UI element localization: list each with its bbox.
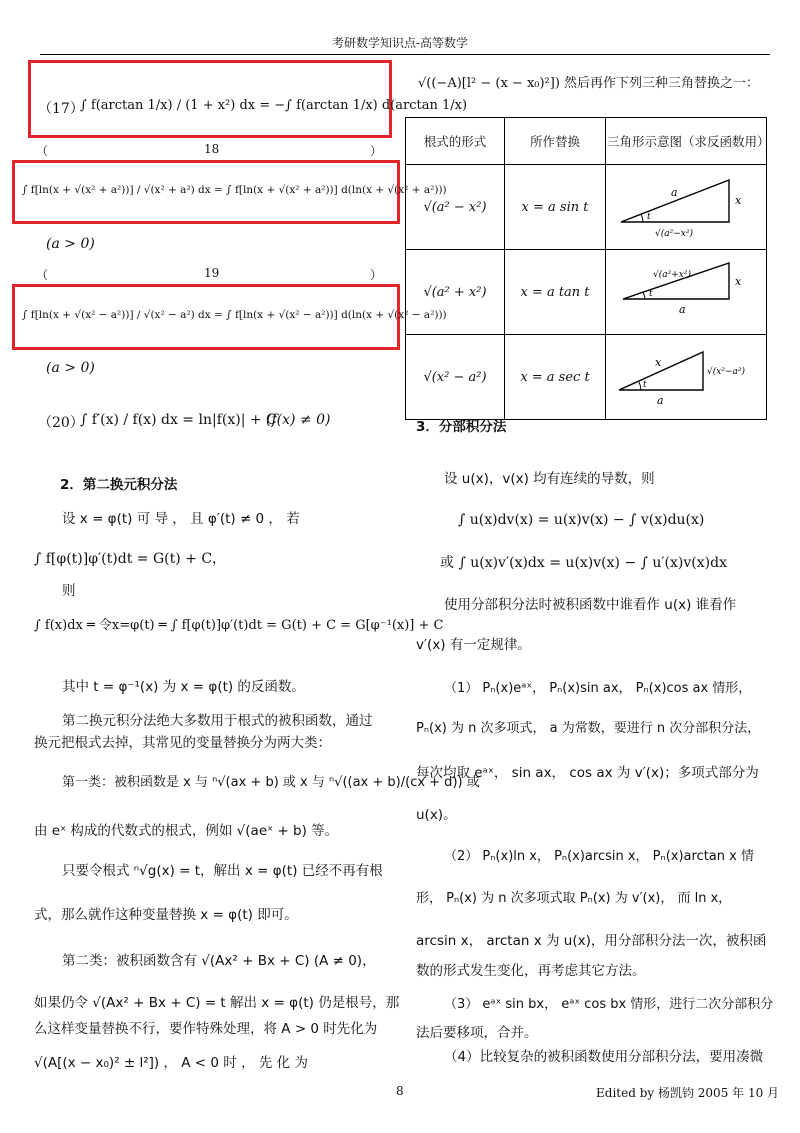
formula-18-number: 18: [204, 142, 220, 156]
sec3-line-q8: （4）比较复杂的被积函数使用分部积分法，要用凑微: [444, 1049, 764, 1065]
sec2-para5-line2: 式，那么就作这种变量替换 x = φ(t) 即可。: [34, 907, 298, 923]
formula-19-condition: (a > 0): [46, 360, 95, 376]
sec3-formula-q2: ∫ u(x)dv(x) = u(x)v(x) − ∫ v(x)du(x): [458, 512, 705, 528]
trig-substitution-table: [405, 117, 770, 420]
sec3-line-q5c: 每次均取 eᵃˣ， sin ax， cos ax 为 v′(x)；多项式部分为: [416, 765, 759, 781]
sec2-para2: 其中 t = φ⁻¹(x) 为 x = φ(t) 的反函数。: [62, 679, 305, 695]
right-top-line: √((−A)[l² − (x − x₀)²]) 然后再作下列三种三角替换之一：: [418, 76, 760, 91]
formula-17: ∫ f(arctan 1/x) / (1 + x²) dx = −∫ f(arctan 1/x) d(arctan 1/x): [80, 98, 468, 113]
triangle-sec-icon: [611, 340, 761, 410]
sec2-para1-line1: 设 x = φ(t) 可 导 ， 且 φ′(t) ≠ 0 ， 若: [62, 511, 300, 527]
sec2-para6: 第二类：被积函数含有 √(Ax² + Bx + C) (A ≠ 0)，: [62, 953, 376, 969]
sec3-line-q7a: （3） eᵃˣ sin bx， eᵃˣ cos bx 情形，进行二次分部积分: [444, 997, 774, 1012]
formula-19-number: 19: [204, 266, 220, 280]
triangle-diagram: [606, 335, 767, 420]
sec3-line-q6d: 数的形式发生变化，再考虑其它方法。: [416, 963, 646, 979]
label-hyp: x: [655, 356, 662, 369]
sec3-line-q1: 设 u(x)，v(x) 均有连续的导数，则: [444, 471, 655, 487]
label-adj: √(a²−x²): [655, 229, 693, 239]
footer-edited-by: Edited by 杨凯钧 2005 年 10 月: [596, 1086, 780, 1100]
label-opp: x: [735, 275, 742, 288]
sec2-para3-line2: 换元把根式去掉，其常见的变量替换分为两大类：: [34, 735, 331, 751]
radical-form: √(a² + x²): [406, 250, 505, 335]
formula-18-close: ）: [370, 144, 383, 158]
table-header-sub: 所作替换: [505, 118, 606, 165]
sec3-line-q7b: 法后要移项，合并。: [416, 1025, 538, 1041]
formula-18-condition: (a > 0): [46, 236, 95, 252]
sec3-line-q5a: （1） Pₙ(x)eᵃˣ， Pₙ(x)sin ax， Pₙ(x)cos ax 情形，: [444, 681, 752, 696]
formula-19-open: （: [36, 268, 49, 282]
label-adj: a: [679, 303, 686, 316]
sec2-para7-line2: 么这样变量替换不行，要作特殊处理，将 A > 0 时先化为: [34, 1021, 378, 1037]
sec3-formula-q3: 或 ∫ u(x)v′(x)dx = u(x)v(x) − ∫ u′(x)v(x)dx: [440, 555, 727, 571]
label-angle: t: [649, 289, 653, 299]
sec3-line-q5b: Pₙ(x) 为 n 次多项式， a 为常数，要进行 n 次分部积分法，: [416, 721, 761, 736]
sec2-para1-line2: ∫ f[φ(t)]φ′(t)dt = G(t) + C，: [34, 551, 227, 567]
substitution: x = a sin t: [505, 165, 606, 250]
label-hyp: a: [671, 186, 678, 199]
triangle-sin-icon: [611, 170, 761, 240]
sec3-line-q5d: u(x)。: [416, 807, 457, 823]
sec2-para5-line1: 只要令根式 ⁿ√g(x) = t，解出 x = φ(t) 已经不再有根: [62, 863, 383, 879]
sec2-para4-line2: 由 eˣ 构成的代数式的根式，例如 √(aeˣ + b) 等。: [34, 823, 339, 839]
sec2-para3-line1: 第二换元积分法绝大多数用于根式的被积函数，通过: [62, 713, 373, 729]
header-rule: [40, 54, 770, 55]
triangle-tan-icon: [611, 255, 761, 325]
table-row: [406, 335, 767, 420]
table-row: [406, 250, 767, 335]
sec2-para7-line1: 如果仍令 √(Ax² + Bx + C) = t 解出 x = φ(t) 仍是根号，那: [34, 995, 400, 1011]
page-number: 8: [396, 1084, 404, 1098]
substitution: x = a tan t: [505, 250, 606, 335]
sec2-para1-line4: ∫ f(x)dx ═ 令x=φ(t) ═ ∫ f[φ(t)]φ′(t)dt = G(t) + C = G[φ⁻¹(x)] + C: [34, 618, 444, 633]
label-opp: √(x²−a²): [707, 367, 745, 377]
sec3-line-q4b: v′(x) 有一定规律。: [416, 637, 531, 653]
formula-19-close: ）: [370, 268, 383, 282]
radical-form: √(a² − x²): [406, 165, 505, 250]
sec3-line-q6a: （2） Pₙ(x)ln x， Pₙ(x)arcsin x， Pₙ(x)arctan x 情: [444, 849, 754, 864]
section-3-title: 3．分部积分法: [416, 419, 507, 435]
table-header-diagram: 三角形示意图（求反函数用）: [606, 118, 767, 165]
formula-20-condition: (f(x) ≠ 0): [266, 412, 331, 428]
label-angle: t: [647, 212, 651, 222]
triangle-diagram: [606, 250, 767, 335]
section-2-title: 2．第二换元积分法: [60, 477, 178, 493]
formula-18: ∫ f[ln(x + √(x² + a²))] / √(x² + a²) dx = ∫ f[ln(x + √(x² + a²))] d(ln(x + √(x² + a²))): [22, 184, 447, 196]
table-header-row: [406, 118, 767, 165]
label-adj: a: [657, 394, 664, 407]
sec2-para7-line3: √(A[(x − x₀)² ± l²]) ， A < 0 时 ， 先 化 为: [34, 1055, 308, 1071]
formula-17-number: （17）: [38, 101, 84, 117]
label-angle: t: [643, 380, 647, 390]
formula-18-open: （: [36, 144, 49, 158]
formula-19: ∫ f[ln(x + √(x² − a²))] / √(x² − a²) dx = ∫ f[ln(x + √(x² − a²))] d(ln(x + √(x² − a²))): [22, 309, 447, 321]
running-header: 考研数学知识点-高等数学: [331, 36, 469, 50]
sec3-line-q6b: 形， Pₙ(x) 为 n 次多项式取 Pₙ(x) 为 v′(x)， 而 ln x，: [416, 891, 732, 906]
formula-20: ∫ f′(x) / f(x) dx = ln|f(x)| + C: [80, 412, 277, 428]
radical-form: √(x² − a²): [406, 335, 505, 420]
formula-20-number: （20）: [38, 415, 84, 431]
sec3-line-q4a: 使用分部积分法时被积函数中谁看作 u(x) 谁看作: [444, 597, 737, 613]
table-header-form: 根式的形式: [406, 118, 505, 165]
sec2-para4-line1: 第一类：被积函数是 x 与 ⁿ√(ax + b) 或 x 与 ⁿ√((ax + b)/(cx + d)) 或: [62, 775, 480, 790]
table-row: [406, 165, 767, 250]
sec3-line-q6c: arcsin x， arctan x 为 u(x)，用分部积分法一次，被积函: [416, 933, 767, 949]
substitution: x = a sec t: [505, 335, 606, 420]
label-opp: x: [735, 194, 742, 207]
triangle-diagram: [606, 165, 767, 250]
label-hyp: √(a²+x²): [653, 270, 691, 280]
sec2-para1-line3: 则: [62, 583, 76, 599]
